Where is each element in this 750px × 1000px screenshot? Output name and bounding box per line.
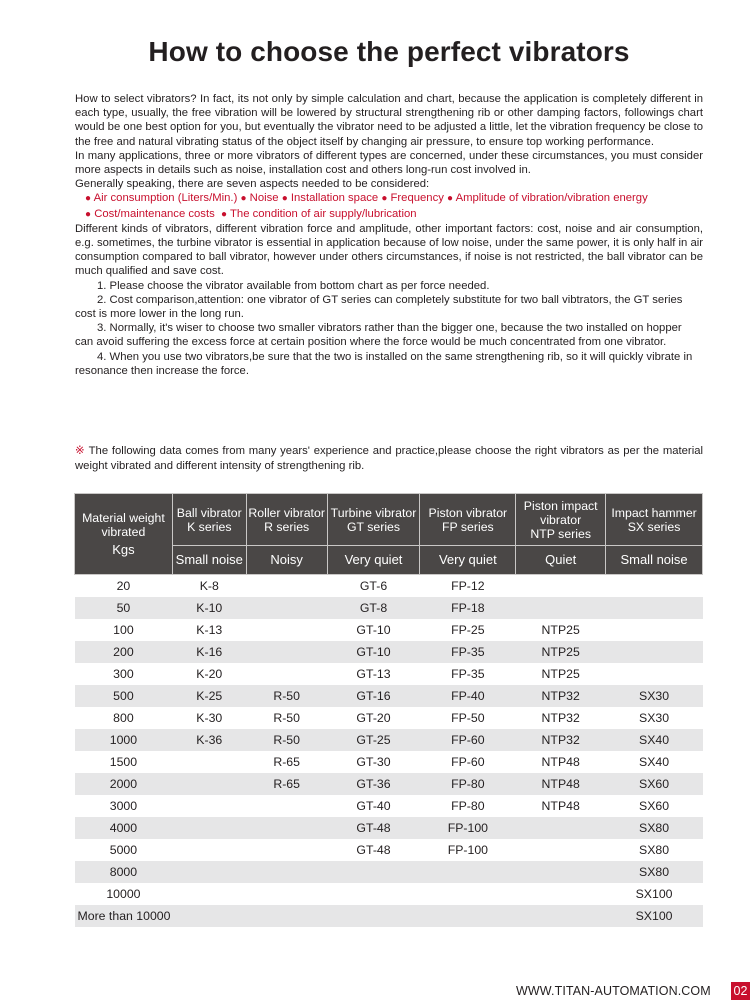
cell-roller: R-50 (273, 711, 300, 725)
cell-turbine: GT-30 (356, 755, 391, 769)
cell-sx: SX100 (606, 905, 703, 927)
cell-piston: FP-100 (447, 843, 489, 857)
cell-weight: 3000 (109, 799, 138, 813)
cell-piston: FP-40 (420, 685, 516, 707)
cell-sx: SX60 (606, 773, 703, 795)
cell-piston: FP-50 (451, 711, 485, 725)
cell-ball (172, 861, 246, 883)
intro-paragraph: In many applications, three or more vibrators of different types are concerned, under these circumstances, you must consider more aspects in details such as noise, installation cost and others long-run cost involved in. (75, 149, 703, 177)
cell-piston: FP-60 (420, 729, 516, 751)
table-row (75, 597, 703, 619)
cell-ball: K-16 (172, 641, 246, 663)
cell-piston (420, 883, 516, 905)
noise-level: Small noise (606, 546, 703, 575)
cell-ball (172, 751, 246, 773)
cell-sx: SX40 (606, 729, 703, 751)
cell-turbine: GT-40 (356, 799, 391, 813)
cell-roller: R-65 (273, 755, 300, 769)
cell-ntp: NTP48 (541, 799, 580, 813)
header-piston-vibrator: Piston vibrator FP series (420, 494, 516, 546)
bullet-icon: ● (85, 193, 92, 205)
cell-turbine: GT-36 (327, 773, 420, 795)
cell-piston: FP-35 (420, 641, 516, 663)
cell-turbine: GT-48 (356, 843, 391, 857)
cell-weight: 2000 (75, 773, 173, 795)
cell-ball (172, 817, 246, 839)
cell-roller (246, 575, 327, 598)
cell-piston: FP-60 (451, 755, 485, 769)
cell-ntp (516, 883, 606, 905)
cell-weight: 20 (116, 579, 131, 593)
noise-level: Quiet (516, 546, 606, 575)
cell-sx: SX80 (606, 817, 703, 839)
cell-turbine: GT-10 (356, 623, 391, 637)
table-row (75, 839, 703, 861)
cell-sx (606, 641, 703, 663)
aspect-item: The condition of air supply/lubrication (230, 207, 417, 220)
cell-turbine: GT-25 (327, 729, 420, 751)
table-row (75, 729, 703, 751)
header-turbine-vibrator: Turbine vibrator GT series (327, 494, 420, 546)
cell-sx (606, 597, 703, 619)
cell-weight: 5000 (109, 843, 138, 857)
numbered-item: 2. Cost comparison,attention: one vibrator of GT series can completely substitute for two ball vibtrators, the GT series cost is more lower in the long run. (75, 293, 683, 321)
cell-sx (606, 575, 703, 598)
table-body (75, 575, 703, 928)
cell-roller: R-65 (246, 773, 327, 795)
numbered-item: 1. Please choose the vibrator available from bottom chart as per force needed. (97, 279, 490, 292)
comparison-paragraph: Different kinds of vibrators, different vibration force and amplitude, other important factors: cost, noise and air consumption, e.g. sometimes, the turbine vibrator is essential in application because of low noise, under the same power, it is only half in air consumption compared to ball vibrator, however under others circumstances, if noise is not restricted, the ball vibrator can be much qualified and save cost. (75, 222, 703, 278)
cell-sx: SX80 (606, 861, 703, 883)
cell-ntp: NTP48 (541, 755, 580, 769)
website-url[interactable]: WWW.TITAN-AUTOMATION.COM (516, 984, 711, 998)
bullet-icon: ● (281, 193, 288, 205)
table-header-row (75, 494, 703, 546)
cell-roller (246, 883, 327, 905)
table-row (75, 685, 703, 707)
cell-roller (246, 663, 327, 685)
cell-piston: FP-80 (451, 799, 485, 813)
aspect-item: Cost/maintenance costs (94, 207, 215, 220)
noise-level: Small noise (172, 546, 246, 575)
cell-ntp (516, 861, 606, 883)
cell-roller (246, 619, 327, 641)
cell-roller (246, 817, 327, 839)
cell-ball: K-10 (172, 597, 246, 619)
cell-weight: 200 (75, 641, 173, 663)
table-row (75, 861, 703, 883)
cell-sx: SX30 (606, 685, 703, 707)
page-number-badge: 02 (731, 982, 750, 1000)
table-row (75, 817, 703, 839)
aspect-item: Amplitude of vibration/vibration energy (455, 192, 648, 205)
intro-section (75, 92, 703, 378)
cell-ntp: NTP32 (516, 729, 606, 751)
bullet-icon: ● (447, 193, 454, 205)
bullet-icon: ● (381, 193, 388, 205)
header-piston-impact-vibrator: Piston impact vibrator NTP series (516, 494, 606, 546)
cell-turbine (327, 905, 420, 927)
cell-turbine: GT-13 (356, 667, 391, 681)
cell-piston: FP-25 (451, 623, 485, 637)
cell-weight: 100 (113, 623, 134, 637)
cell-ntp (516, 597, 606, 619)
cell-weight: 1000 (75, 729, 173, 751)
cell-sx: SX30 (639, 711, 670, 725)
cell-roller (246, 861, 327, 883)
cell-weight: 10000 (106, 887, 141, 901)
noise-level: Noisy (246, 546, 327, 575)
cell-ball: K-20 (196, 667, 223, 681)
bullet-icon: ● (221, 208, 228, 220)
intro-paragraph: How to select vibrators? In fact, its not only by simple calculation and chart, because the application is completely different in each type, usually, the free vibration will be lowered by structural strengthening rib or other damping factors, followings chart would be one best option for you, but eventually the vibrator need to be adjusted a little, let the vibration frequency be close to the free and natural vibrating status of the object itself by changing air pressure, to ensure top working performance. (75, 93, 703, 148)
cell-piston (420, 905, 516, 927)
cell-sx: SX40 (639, 755, 670, 769)
cell-turbine: GT-48 (327, 817, 420, 839)
cell-piston (420, 861, 516, 883)
aspect-item: Noise (249, 192, 279, 205)
table-row (75, 795, 703, 817)
vibrator-selection-table (74, 493, 703, 927)
header-ball-vibrator: Ball vibrator K series (172, 494, 246, 546)
cell-ntp: NTP25 (516, 641, 606, 663)
cell-piston: FP-100 (420, 817, 516, 839)
cell-weight: More than 10000 (75, 905, 173, 927)
cell-turbine: GT-6 (359, 579, 388, 593)
data-note (75, 444, 703, 473)
cell-roller: R-50 (246, 729, 327, 751)
table-row (75, 751, 703, 773)
table-row (75, 575, 703, 598)
reference-mark-icon: ※ (75, 445, 86, 457)
table-row (75, 663, 703, 685)
cell-weight: 8000 (75, 861, 173, 883)
cell-sx: SX100 (635, 887, 673, 901)
aspects-line-1 (75, 191, 703, 206)
note-text: The following data comes from many years' experience and practice,please choose the right vibrators as per the material weight vibrated and different intensity of strengthening rib. (75, 445, 703, 472)
cell-ntp (516, 575, 606, 598)
cell-piston: FP-35 (451, 667, 485, 681)
cell-piston: FP-80 (420, 773, 516, 795)
cell-weight: 300 (113, 667, 134, 681)
table-row (75, 619, 703, 641)
noise-level: Very quiet (327, 546, 420, 575)
cell-roller (246, 597, 327, 619)
cell-ball (172, 883, 246, 905)
bullet-icon: ● (240, 193, 247, 205)
cell-roller (246, 839, 327, 861)
cell-turbine: GT-20 (356, 711, 391, 725)
aspects-heading: Generally speaking, there are seven aspects needed to be considered: (75, 178, 430, 191)
cell-roller (246, 641, 327, 663)
cell-ball (172, 839, 246, 861)
cell-roller: R-50 (246, 685, 327, 707)
cell-roller (246, 795, 327, 817)
aspect-item: Air consumption (Liters/Min.) (93, 192, 238, 205)
cell-ball (172, 905, 246, 927)
cell-ntp: NTP25 (541, 623, 580, 637)
cell-roller (246, 905, 327, 927)
aspect-item: Installation space (290, 192, 379, 205)
numbered-item: 4. When you use two vibrators,be sure that the two is installed on the same strengthening rib, so it will quickly vibrate in resonance then increase the force. (75, 350, 693, 377)
cell-ntp (516, 905, 606, 927)
aspect-item: Frequency (390, 192, 444, 205)
header-material-weight: Material weight vibrated Kgs (75, 494, 173, 575)
aspects-line-2 (75, 207, 703, 222)
cell-turbine: GT-16 (327, 685, 420, 707)
header-impact-hammer: Impact hammer SX series (606, 494, 703, 546)
cell-weight: 4000 (75, 817, 173, 839)
noise-level: Very quiet (420, 546, 516, 575)
cell-ball: K-36 (172, 729, 246, 751)
cell-sx (606, 619, 703, 641)
cell-ntp: NTP48 (516, 773, 606, 795)
cell-weight: 800 (113, 711, 134, 725)
cell-weight: 50 (75, 597, 173, 619)
table-row (75, 905, 703, 927)
cell-turbine (327, 883, 420, 905)
cell-turbine (327, 861, 420, 883)
cell-ball: K-25 (172, 685, 246, 707)
page-title: How to choose the perfect vibrators (148, 36, 630, 67)
table-row (75, 641, 703, 663)
table-row (75, 883, 703, 905)
cell-sx: SX60 (639, 799, 670, 813)
cell-sx: SX80 (639, 843, 670, 857)
cell-ntp: NTP32 (516, 685, 606, 707)
cell-ball: K-8 (199, 579, 219, 593)
table-row (75, 707, 703, 729)
cell-ball (172, 795, 246, 817)
cell-ball: K-30 (196, 711, 223, 725)
cell-ntp: NTP32 (541, 711, 580, 725)
cell-ntp: NTP25 (541, 667, 580, 681)
cell-piston: FP-18 (420, 597, 516, 619)
bullet-icon: ● (85, 208, 92, 220)
cell-weight: 1500 (109, 755, 138, 769)
cell-turbine: GT-8 (327, 597, 420, 619)
cell-ball (172, 773, 246, 795)
cell-weight: 500 (75, 685, 173, 707)
cell-ntp (516, 839, 606, 861)
header-roller-vibrator: Roller vibrator R series (246, 494, 327, 546)
numbered-item: 3. Normally, it's wiser to choose two smaller vibrators rather than the bigger one, because the two installed on hopper can avoid suffering the excess force at certain position where the force would be much concentrated from one vibrator. (75, 322, 682, 349)
cell-sx (606, 663, 703, 685)
cell-piston: FP-12 (451, 579, 485, 593)
table-row (75, 773, 703, 795)
cell-ntp (516, 817, 606, 839)
cell-ball: K-13 (196, 623, 223, 637)
cell-turbine: GT-10 (327, 641, 420, 663)
